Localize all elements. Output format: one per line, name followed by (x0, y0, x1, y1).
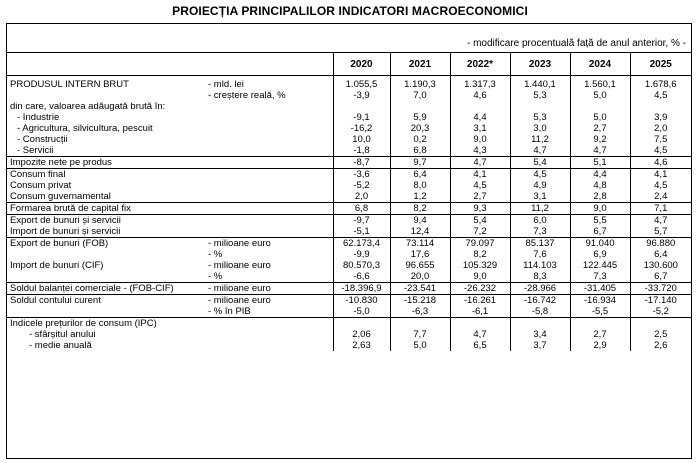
value-cell: 6,8 (333, 203, 390, 215)
value-cell: -9,1 (333, 112, 390, 123)
table-row (7, 191, 691, 203)
value-cell (390, 101, 450, 112)
value-cell: 1.190,3 (390, 79, 450, 90)
value-cell (333, 101, 390, 112)
row-label (7, 249, 205, 260)
row-label: Export de bunuri (FOB) (7, 238, 205, 250)
value-cell: 9,7 (390, 157, 450, 169)
row-unit (205, 226, 333, 238)
value-cell: 11,2 (510, 203, 570, 215)
value-cell: -6,3 (390, 306, 450, 318)
value-cell: -15.218 (390, 295, 450, 307)
value-cell: 96.655 (390, 260, 450, 271)
row-unit (205, 123, 333, 134)
indicators-table (7, 52, 691, 351)
value-cell: 105.329 (450, 260, 510, 271)
row-unit: - mld. lei (208, 79, 244, 90)
table-row (7, 123, 691, 134)
value-cell: -23.541 (390, 283, 450, 295)
header-label-cell (7, 53, 205, 76)
table-row (7, 340, 691, 351)
row-unit: - creștere reală, % (208, 90, 286, 101)
table-row (7, 134, 691, 145)
value-cell: 17,6 (390, 249, 450, 260)
value-cell: 2,5 (630, 329, 691, 340)
value-cell: -17.140 (630, 295, 691, 307)
value-cell: -5,1 (333, 226, 390, 238)
row-label: Import de bunuri (CIF) (10, 260, 104, 271)
value-cell: 2,0 (630, 123, 691, 134)
row-unit (205, 340, 333, 351)
value-cell: 6,9 (570, 249, 630, 260)
row-label: Consum final (7, 169, 205, 181)
value-cell: 4,1 (630, 169, 691, 181)
value-cell: 8,2 (390, 203, 450, 215)
value-cell: 4,6 (450, 90, 510, 101)
row-label: Indicele prețurilor de consum (IPC) (7, 318, 205, 330)
row-label: - sfârșitul anului (29, 329, 96, 340)
value-cell: 91.040 (570, 238, 630, 250)
value-cell: 6,7 (630, 271, 691, 283)
value-cell: -16,2 (333, 123, 390, 134)
value-cell (450, 318, 510, 330)
value-cell: 2,9 (570, 340, 630, 351)
table-row (7, 112, 691, 123)
row-label: Soldul balanței comerciale - (FOB-CIF) (7, 283, 205, 295)
row-label: - Construcții (17, 134, 68, 145)
value-cell: 4,7 (630, 215, 691, 227)
row-unit: - % (208, 249, 223, 260)
value-cell: 4,6 (630, 157, 691, 169)
value-cell: 10,0 (333, 134, 390, 145)
value-cell: 6,0 (510, 215, 570, 227)
table-row (7, 283, 691, 295)
value-cell: -28.966 (510, 283, 570, 295)
value-cell: 2,06 (333, 329, 390, 340)
value-cell: 4,1 (450, 169, 510, 181)
value-cell: 5,3 (510, 90, 570, 101)
value-cell: 6,4 (390, 169, 450, 181)
table-row (7, 306, 691, 318)
value-cell: 2,7 (570, 329, 630, 340)
value-cell: 122.445 (570, 260, 630, 271)
row-label: Consum guvernamental (10, 191, 111, 202)
value-cell: 1.560,1 (570, 79, 630, 90)
value-cell: 9,0 (450, 134, 510, 145)
value-cell: 4,3 (450, 145, 510, 157)
value-cell: -16.934 (570, 295, 630, 307)
row-label: - medie anuală (29, 340, 92, 351)
value-cell: 4,5 (630, 145, 691, 157)
value-cell: -16.261 (450, 295, 510, 307)
value-cell (570, 318, 630, 330)
table-row (7, 79, 691, 90)
value-cell: 5,9 (390, 112, 450, 123)
value-cell: 4,7 (450, 329, 510, 340)
year-header: 2024 (570, 53, 630, 76)
value-cell: -6,6 (333, 271, 390, 283)
value-cell: 4,4 (570, 169, 630, 181)
row-unit: - milioane euro (208, 260, 271, 271)
value-cell: 5,4 (450, 215, 510, 227)
value-cell: -5,2 (630, 306, 691, 318)
value-cell: 7,3 (570, 271, 630, 283)
table-row (7, 203, 691, 215)
value-cell: 20,3 (390, 123, 450, 134)
row-unit: - milioane euro (205, 295, 333, 307)
value-cell: 1,2 (390, 191, 450, 203)
value-cell: 62.173,4 (333, 238, 390, 250)
value-cell: 96.880 (630, 238, 691, 250)
value-cell: 9,0 (570, 203, 630, 215)
table-row (7, 329, 691, 340)
year-header: 2023 (510, 53, 570, 76)
value-cell: 7,3 (510, 226, 570, 238)
value-cell: 8,2 (450, 249, 510, 260)
value-cell: 7,5 (630, 134, 691, 145)
value-cell: 4,5 (630, 180, 691, 191)
row-unit: - % în PIB (208, 306, 251, 317)
value-cell: 6,4 (630, 249, 691, 260)
value-cell: 2,6 (630, 340, 691, 351)
table-row (7, 260, 691, 271)
value-cell: -18.396,9 (333, 283, 390, 295)
value-cell: 9,4 (390, 215, 450, 227)
value-cell: 1.317,3 (450, 79, 510, 90)
row-unit (205, 318, 333, 330)
value-cell: 7,7 (390, 329, 450, 340)
table-row (7, 249, 691, 260)
row-label: Soldul contului curent (7, 295, 205, 307)
value-cell: 79.097 (450, 238, 510, 250)
row-unit (205, 180, 333, 191)
value-cell (390, 318, 450, 330)
value-cell: 5,1 (570, 157, 630, 169)
table-row (7, 169, 691, 181)
value-cell: 6,8 (390, 145, 450, 157)
row-unit: - milioane euro (205, 283, 333, 295)
table-row (7, 295, 691, 307)
value-cell: 1.678,6 (630, 79, 691, 90)
row-label: - Industrie (17, 112, 60, 123)
value-cell: -26.232 (450, 283, 510, 295)
value-cell: 3,4 (510, 329, 570, 340)
value-cell: 2,7 (570, 123, 630, 134)
row-label: Formarea brută de capital fix (7, 203, 205, 215)
header-row (7, 53, 691, 76)
value-cell: 9,0 (450, 271, 510, 283)
value-cell: 8,3 (510, 271, 570, 283)
value-cell: 2,8 (570, 191, 630, 203)
value-cell (630, 318, 691, 330)
value-cell: -16.742 (510, 295, 570, 307)
row-unit (205, 157, 333, 169)
row-label (7, 271, 205, 283)
table-row (7, 238, 691, 250)
value-cell: 8,0 (390, 180, 450, 191)
value-cell: -5,2 (333, 180, 390, 191)
value-cell: 5,4 (510, 157, 570, 169)
row-unit (205, 215, 333, 227)
value-cell: 3,9 (630, 112, 691, 123)
value-cell: 7,0 (390, 90, 450, 101)
value-cell (570, 101, 630, 112)
row-label (7, 306, 205, 318)
value-cell: 2,7 (450, 191, 510, 203)
value-cell: 0,2 (390, 134, 450, 145)
value-cell: 2,0 (333, 191, 390, 203)
value-cell: 5,7 (630, 226, 691, 238)
row-unit (205, 101, 333, 112)
value-cell (450, 101, 510, 112)
value-cell: 4,5 (450, 180, 510, 191)
value-cell: -9,9 (333, 249, 390, 260)
value-cell: -10.830 (333, 295, 390, 307)
year-header: 2022* (450, 53, 510, 76)
value-cell: 4,9 (510, 180, 570, 191)
value-cell: -5,0 (333, 306, 390, 318)
table-row (7, 157, 691, 169)
value-cell: 1.055,5 (333, 79, 390, 90)
year-header: 2021 (390, 53, 450, 76)
value-cell: 9,3 (450, 203, 510, 215)
value-cell: -5,5 (570, 306, 630, 318)
value-cell: -5,8 (510, 306, 570, 318)
table-row (7, 180, 691, 191)
value-cell: 1.440,1 (510, 79, 570, 90)
value-cell: 5,0 (570, 90, 630, 101)
table-row (7, 90, 691, 101)
value-cell: -3,9 (333, 90, 390, 101)
row-label: Export de bunuri și servicii (7, 215, 205, 227)
table-row (7, 145, 691, 157)
row-label: din care, valoarea adăugată brută în: (10, 101, 166, 112)
row-unit (205, 169, 333, 181)
row-unit (205, 134, 333, 145)
table-row (7, 226, 691, 238)
value-cell: 73.114 (390, 238, 450, 250)
value-cell: 7,6 (510, 249, 570, 260)
value-cell: 11,2 (510, 134, 570, 145)
value-cell: -9,7 (333, 215, 390, 227)
value-cell (630, 101, 691, 112)
value-cell: 85.137 (510, 238, 570, 250)
row-unit (205, 203, 333, 215)
row-unit: - % (208, 271, 223, 282)
row-unit (205, 191, 333, 203)
value-cell: 3,7 (510, 340, 570, 351)
value-cell: 12,4 (390, 226, 450, 238)
value-cell: -1,8 (333, 145, 390, 157)
value-cell: 114.103 (510, 260, 570, 271)
value-cell: 6,5 (450, 340, 510, 351)
value-cell: 4,7 (450, 157, 510, 169)
value-cell: 7,1 (630, 203, 691, 215)
table-row (7, 318, 691, 330)
row-label: Consum privat (10, 180, 72, 191)
row-label: - Servicii (17, 145, 54, 156)
value-cell: 4,5 (630, 90, 691, 101)
value-cell: 130.600 (630, 260, 691, 271)
row-label: Impozite nete pe produs (7, 157, 205, 169)
row-unit (205, 112, 333, 123)
value-cell: -8,7 (333, 157, 390, 169)
value-cell: 20,0 (390, 271, 450, 283)
row-label (7, 90, 205, 101)
row-label: - Agricultura, silvicultura, pescuit (17, 123, 153, 134)
value-cell: 3,0 (510, 123, 570, 134)
value-cell: -33.720 (630, 283, 691, 295)
value-cell (510, 101, 570, 112)
table-row (7, 215, 691, 227)
value-cell: 5,5 (570, 215, 630, 227)
value-cell: 4,7 (510, 145, 570, 157)
value-cell: 80.570,3 (333, 260, 390, 271)
value-cell (510, 318, 570, 330)
value-cell: 4,4 (450, 112, 510, 123)
table-row (7, 271, 691, 283)
value-cell: 6,7 (570, 226, 630, 238)
row-unit (205, 329, 333, 340)
value-cell: 5,0 (570, 112, 630, 123)
row-unit: - milioane euro (205, 238, 333, 250)
value-cell (333, 318, 390, 330)
value-cell: -3,6 (333, 169, 390, 181)
value-cell: 3,1 (450, 123, 510, 134)
row-label: PRODUSUL INTERN BRUT (10, 79, 129, 90)
row-label: Import de bunuri și servicii (10, 226, 121, 237)
value-cell: 2,4 (630, 191, 691, 203)
table-subtitle: - modificare procentuală față de anul anterior, % - (466, 38, 686, 49)
value-cell: 4,5 (510, 169, 570, 181)
header-unit-cell (205, 53, 333, 76)
table-row (7, 101, 691, 112)
value-cell: 5,0 (390, 340, 450, 351)
page-title: PROIECȚIA PRINCIPALILOR INDICATORI MACROECONOMICI (172, 4, 528, 18)
value-cell: 3,1 (510, 191, 570, 203)
value-cell: 5,3 (510, 112, 570, 123)
value-cell: 4,7 (570, 145, 630, 157)
year-header: 2020 (333, 53, 390, 76)
value-cell: 4,8 (570, 180, 630, 191)
row-unit (205, 145, 333, 157)
year-header: 2025 (630, 53, 691, 76)
value-cell: -6,1 (450, 306, 510, 318)
value-cell: 7,2 (450, 226, 510, 238)
value-cell: 9,2 (570, 134, 630, 145)
value-cell: 2,63 (333, 340, 390, 351)
value-cell: -31.405 (570, 283, 630, 295)
